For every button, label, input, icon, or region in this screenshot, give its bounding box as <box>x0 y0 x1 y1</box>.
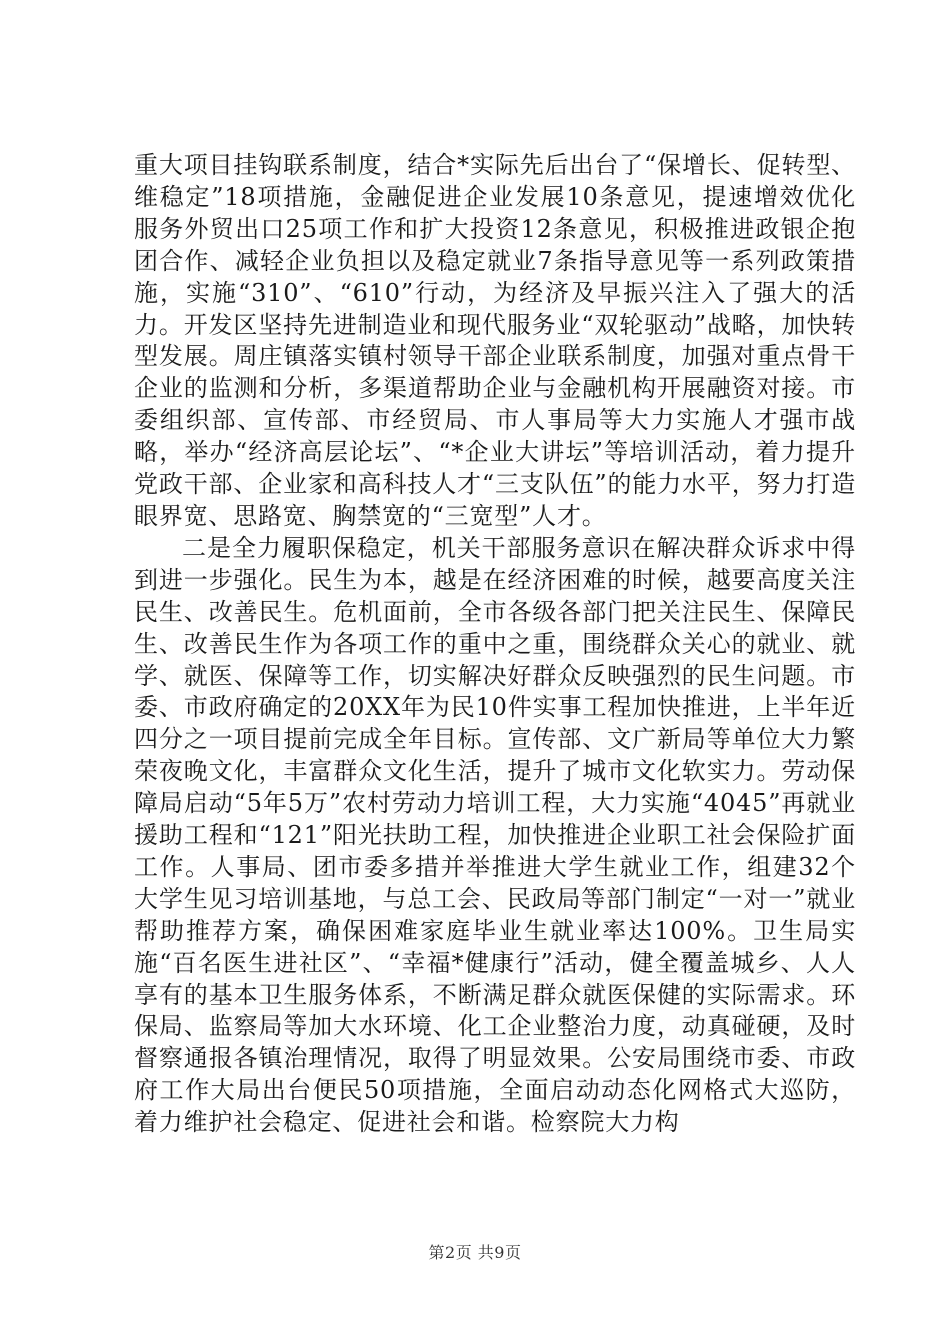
page-number-footer: 第2页 共9页 <box>428 1243 522 1262</box>
document-body <box>134 150 856 1139</box>
paragraph-2: 二是全力履职保稳定，机关干部服务意识在解决群众诉求中得到进一步强化。民生为本，越是在经济困难的时候，越要高度关注民生、改善民生。危机面前，全市各级各部门把关注民生、保障民生、改善民生作为各项工作的重中之重，围绕群众关心的就业、就学、就医、保障等工作，切实解决好群众反映强烈的民生问题。市委、市政府确定的20XX年为民10件实事工程加快推进，上半年近四分之一项目提前完成全年目标。宣传部、文广新局等单位大力繁荣夜晚文化，丰富群众文化生活，提升了城市文化软实力。劳动保障局启动“5年5万”农村劳动力培训工程，大力实施“4045”再就业援助工程和“121”阳光扶助工程，加快推进企业职工社会保险扩面工作。人事局、团市委多措并举推进大学生就业工作，组建32个大学生见习培训基地，与总工会、民政局等部门制定“一对一”就业帮助推荐方案，确保困难家庭毕业生就业率达100%。卫生局实施“百名医生进社区”、“幸福*健康行”活动，健全覆盖城乡、人人享有的基本卫生服务体系，不断满足群众就医保健的实际需求。环保局、监察局等加大水环境、化工企业整治力度，动真碰硬，及时督察通报各镇治理情况，取得了明显效果。公安局围绕市委、市政府工作大局出台便民50项措施，全面启动动态化网格式大巡防，着力维护社会稳定、促进社会和谐。检察院大力构 <box>134 533 856 1137</box>
paragraph-1: 重大项目挂钩联系制度，结合*实际先后出台了“保增长、促转型、维稳定”18项措施，金融促进企业发展10条意见，提速增效优化服务外贸出口25项工作和扩大投资12条意见，积极推进政银企抱团合作、减轻企业负担以及稳定就业7条指导意见等一系列政策措施，实施“310”、“610”行动，为经济及早振兴注入了强大的活力。开发区坚持先进制造业和现代服务业“双轮驱动”战略，加快转型发展。周庄镇落实镇村领导干部企业联系制度，加强对重点骨干企业的监测和分析，多渠道帮助企业与金融机构开展融资对接。市委组织部、宣传部、市经贸局、市人事局等大力实施人才强市战略，举办“经济高层论坛”、“*企业大讲坛”等培训活动，着力提升党政干部、企业家和高科技人才“三支队伍”的能力水平，努力打造眼界宽、思路宽、胸禁宽的“三宽型”人才。 <box>134 151 856 530</box>
